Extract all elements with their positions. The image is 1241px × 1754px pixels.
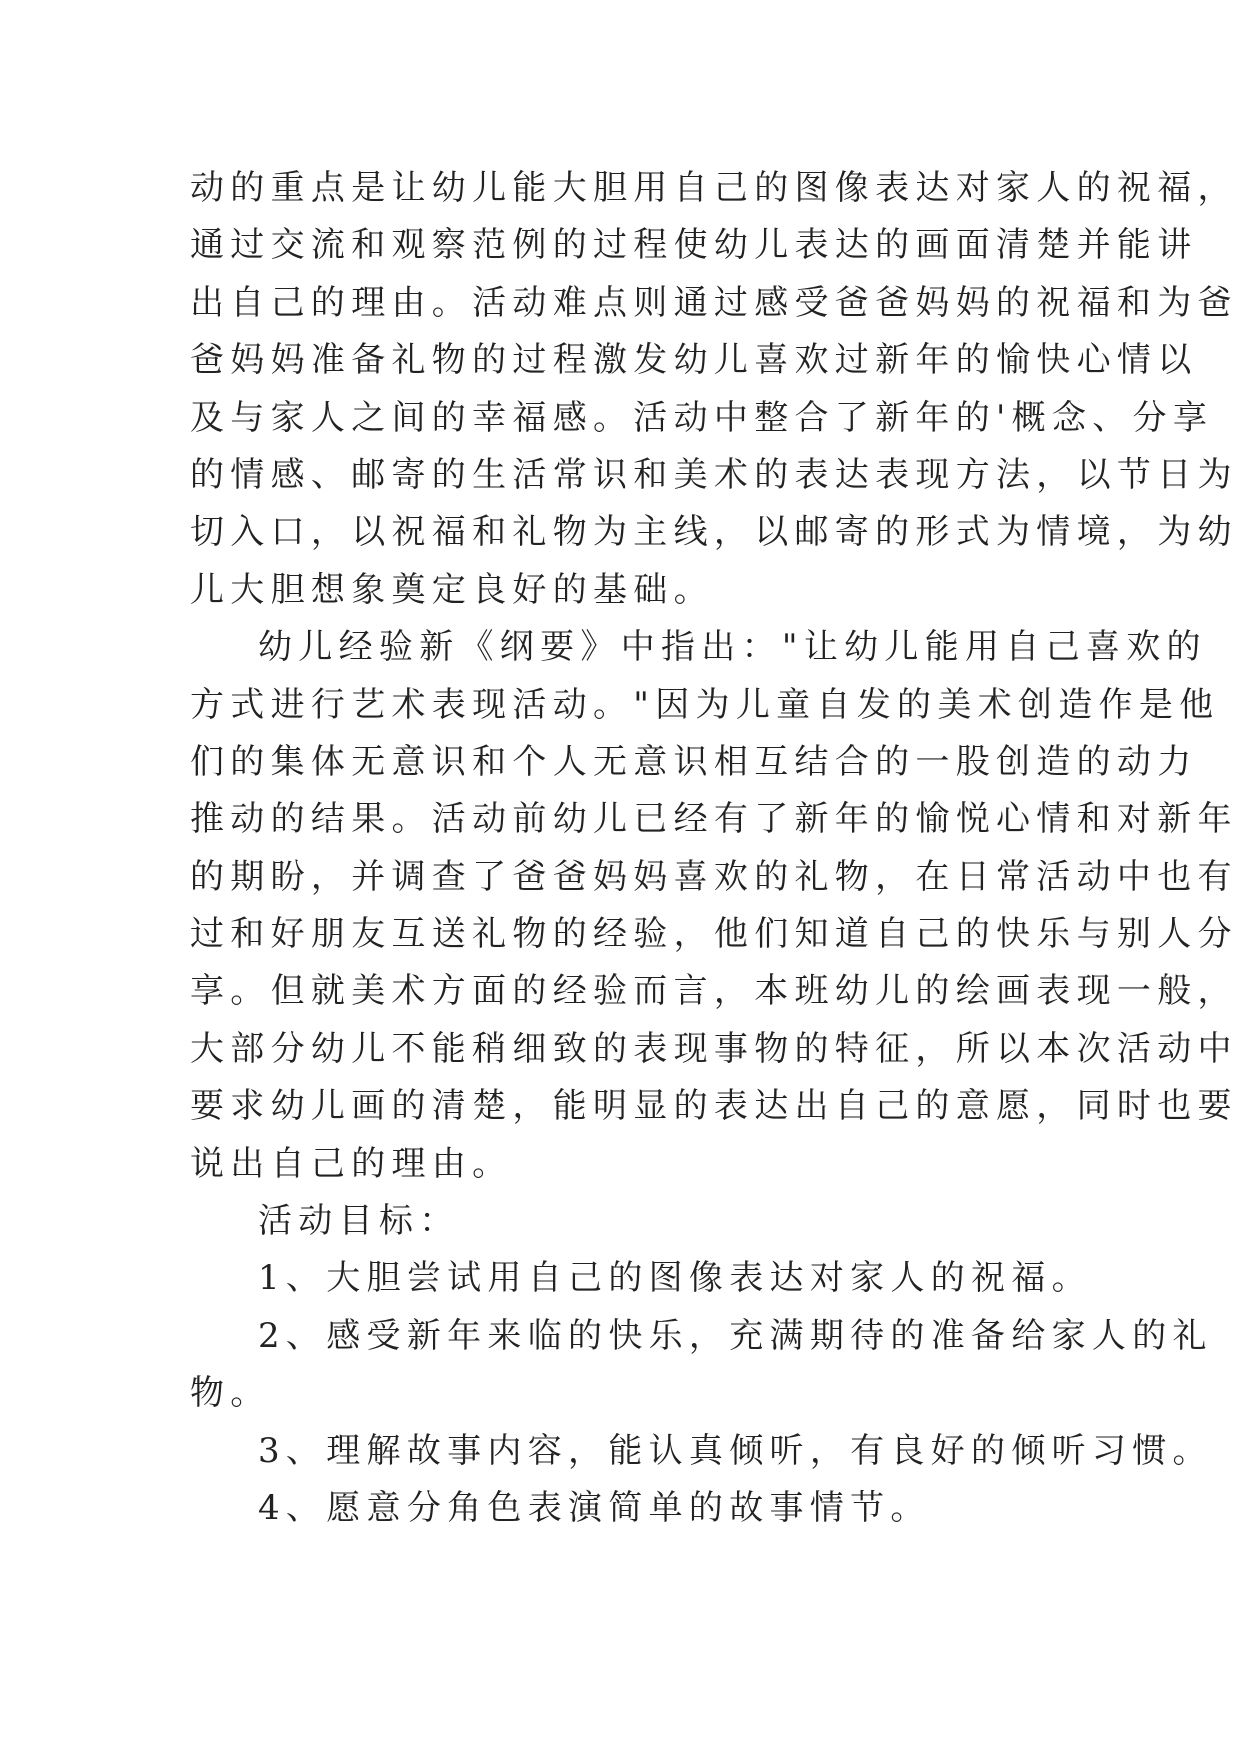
text-line: 动的重点是让幼儿能大胆用自己的图像表达对家人的祝福， (190, 168, 1238, 208)
text-line: 方式进行艺术表现活动。"因为儿童自发的美术创造作是他 (190, 684, 1220, 725)
text-line: 推动的结果。活动前幼儿已经有了新年的愉悦心情和对新年 (190, 799, 1238, 840)
goal-item: 2、感受新年来临的快乐，充满期待的准备给家人的礼 (258, 1315, 1213, 1356)
text-line: 要求幼儿画的清楚，能明显的表达出自己的意愿，同时也要 (190, 1086, 1238, 1127)
text-line: 们的集体无意识和个人无意识相互结合的一股创造的动力 (190, 741, 1198, 782)
text-line: 爸妈妈准备礼物的过程激发幼儿喜欢过新年的愉快心情以 (190, 340, 1198, 381)
body-text (190, 160, 1238, 1537)
text-line: 出自己的理由。活动难点则通过感受爸爸妈妈的祝福和为爸 (190, 282, 1238, 323)
text-line: 通过交流和观察范例的过程使幼儿表达的画面清楚并能讲 (190, 225, 1198, 266)
text-line: 的期盼，并调查了爸爸妈妈喜欢的礼物，在日常活动中也有 (190, 856, 1238, 897)
paragraph-start-line: 幼儿经验新《纲要》中指出："让幼儿能用自己喜欢的 (258, 627, 1207, 668)
goal-item: 3、理解故事内容，能认真倾听，有良好的倾听习惯。 (258, 1430, 1213, 1471)
text-line: 大部分幼儿不能稍细致的表现事物的特征，所以本次活动中 (190, 1028, 1238, 1069)
section-heading: 活动目标： (258, 1201, 460, 1242)
text-line: 儿大胆想象奠定良好的基础。 (190, 569, 714, 610)
goal-item: 1、大胆尝试用自己的图像表达对家人的祝福。 (258, 1258, 1092, 1299)
goal-item: 4、愿意分角色表演简单的故事情节。 (258, 1487, 931, 1528)
text-line: 切入口，以祝福和礼物为主线，以邮寄的形式为情境，为幼 (190, 512, 1238, 553)
text-line: 及与家人之间的幸福感。活动中整合了新年的'概念、分享 (190, 397, 1214, 438)
text-line: 过和好朋友互送礼物的经验，他们知道自己的快乐与别人分 (190, 914, 1238, 955)
text-line: 享。但就美术方面的经验而言，本班幼儿的绘画表现一般， (190, 971, 1238, 1012)
text-line: 说出自己的理由。 (190, 1143, 513, 1184)
text-line: 的情感、邮寄的生活常识和美术的表达表现方法，以节日为 (190, 454, 1238, 495)
text-line: 物。 (190, 1373, 271, 1414)
